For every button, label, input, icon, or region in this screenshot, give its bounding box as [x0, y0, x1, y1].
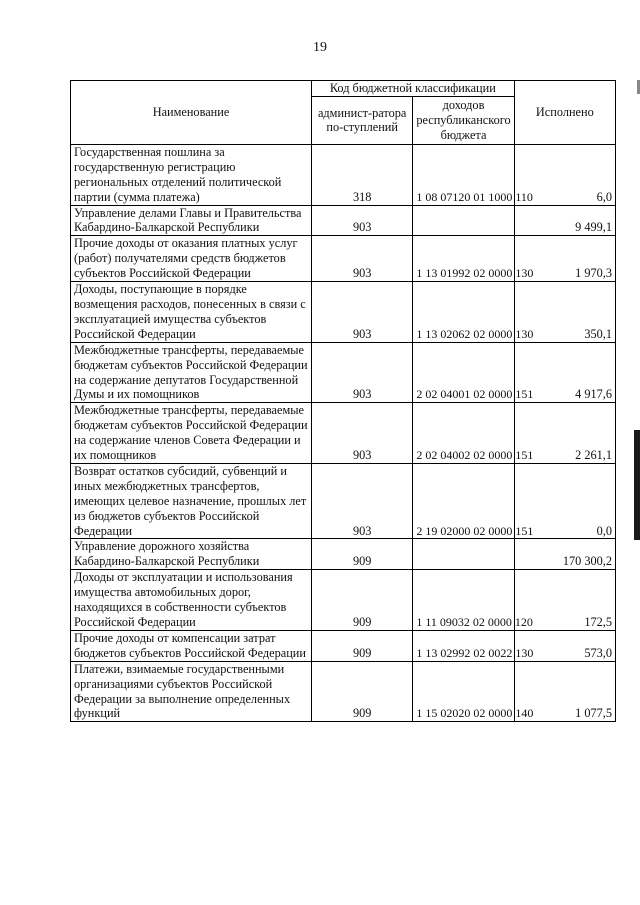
- row-name-cell: Платежи, взимаемые государственными организациями субъектов Российской Федерации за выполнение определенных функций: [71, 661, 312, 722]
- table-row: [71, 463, 616, 539]
- row-admin-code-cell: 903: [312, 282, 413, 343]
- row-name-cell: Доходы от эксплуатации и использования имущества автомобильных дорог, находящихся в собственности субъектов Российской Федерации: [71, 570, 312, 631]
- row-revenue-code-cell: [413, 539, 514, 570]
- row-revenue-code-cell: 2 02 04002 02 0000 151: [413, 403, 514, 464]
- row-name-cell: Межбюджетные трансферты, передаваемые бюджетам субъектов Российской Федерации на содержание депутатов Государственной Думы и их помощников: [71, 342, 312, 403]
- row-revenue-code-cell: 1 13 02062 02 0000 130: [413, 282, 514, 343]
- table-row: [71, 205, 616, 236]
- row-admin-code-cell: 903: [312, 463, 413, 539]
- row-amount-cell: 0,0: [514, 463, 615, 539]
- row-revenue-code-cell: 1 15 02020 02 0000 140: [413, 661, 514, 722]
- row-name-cell: Государственная пошлина за государственную регистрацию региональных отделений политической партии (сумма платежа): [71, 144, 312, 205]
- row-revenue-code-cell: 1 11 09032 02 0000 120: [413, 570, 514, 631]
- row-admin-code-cell: 903: [312, 342, 413, 403]
- row-name-cell: Прочие доходы от оказания платных услуг (работ) получателями средств бюджетов субъектов Российской Федерации: [71, 236, 312, 282]
- row-admin-code-cell: 909: [312, 661, 413, 722]
- header-classification: Код бюджетной классификации: [312, 81, 515, 97]
- row-amount-cell: 1 077,5: [514, 661, 615, 722]
- table-body: [71, 144, 616, 721]
- header-name: Наименование: [71, 81, 312, 145]
- table-row: [71, 236, 616, 282]
- row-revenue-code-cell: 2 02 04001 02 0000 151: [413, 342, 514, 403]
- row-name-cell: Доходы, поступающие в порядке возмещения расходов, понесенных в связи с эксплуатацией имущества субъектов Российской Федерации: [71, 282, 312, 343]
- table-row: [71, 144, 616, 205]
- row-admin-code-cell: 903: [312, 205, 413, 236]
- row-name-cell: Управление делами Главы и Правительства Кабардино-Балкарской Республики: [71, 205, 312, 236]
- page-number: 19: [313, 40, 327, 55]
- row-revenue-code-cell: 2 19 02000 02 0000 151: [413, 463, 514, 539]
- row-admin-code-cell: 909: [312, 570, 413, 631]
- row-revenue-code-cell: 1 13 02992 02 0022 130: [413, 630, 514, 661]
- table-row: [71, 539, 616, 570]
- budget-revenue-table: [70, 80, 616, 722]
- row-name-cell: Управление дорожного хозяйства Кабардино-Балкарской Республики: [71, 539, 312, 570]
- table-row: [71, 630, 616, 661]
- header-revenue: доходов республиканского бюджета: [413, 96, 514, 144]
- row-amount-cell: 1 970,3: [514, 236, 615, 282]
- row-amount-cell: 573,0: [514, 630, 615, 661]
- row-admin-code-cell: 903: [312, 403, 413, 464]
- row-admin-code-cell: 909: [312, 539, 413, 570]
- row-amount-cell: 4 917,6: [514, 342, 615, 403]
- table-row: [71, 282, 616, 343]
- row-amount-cell: 350,1: [514, 282, 615, 343]
- row-name-cell: Прочие доходы от компенсации затрат бюджетов субъектов Российской Федерации: [71, 630, 312, 661]
- row-revenue-code-cell: [413, 205, 514, 236]
- header-executed: Исполнено: [514, 81, 615, 145]
- row-amount-cell: 2 261,1: [514, 403, 615, 464]
- scan-edge-mark: [634, 430, 640, 540]
- row-revenue-code-cell: 1 08 07120 01 1000 110: [413, 144, 514, 205]
- row-admin-code-cell: 909: [312, 630, 413, 661]
- row-admin-code-cell: 318: [312, 144, 413, 205]
- table-row: [71, 661, 616, 722]
- row-admin-code-cell: 903: [312, 236, 413, 282]
- row-amount-cell: 6,0: [514, 144, 615, 205]
- row-amount-cell: 172,5: [514, 570, 615, 631]
- row-amount-cell: 170 300,2: [514, 539, 615, 570]
- row-name-cell: Возврат остатков субсидий, субвенций и иных межбюджетных трансфертов, имеющих целевое назначение, прошлых лет из бюджетов субъектов Российской Федерации: [71, 463, 312, 539]
- table-row: [71, 570, 616, 631]
- header-administrator: админист-ратора по-ступлений: [312, 96, 413, 144]
- table-row: [71, 403, 616, 464]
- row-amount-cell: 9 499,1: [514, 205, 615, 236]
- row-name-cell: Межбюджетные трансферты, передаваемые бюджетам субъектов Российской Федерации на содержание членов Совета Федерации и их помощников: [71, 403, 312, 464]
- row-revenue-code-cell: 1 13 01992 02 0000 130: [413, 236, 514, 282]
- table-row: [71, 342, 616, 403]
